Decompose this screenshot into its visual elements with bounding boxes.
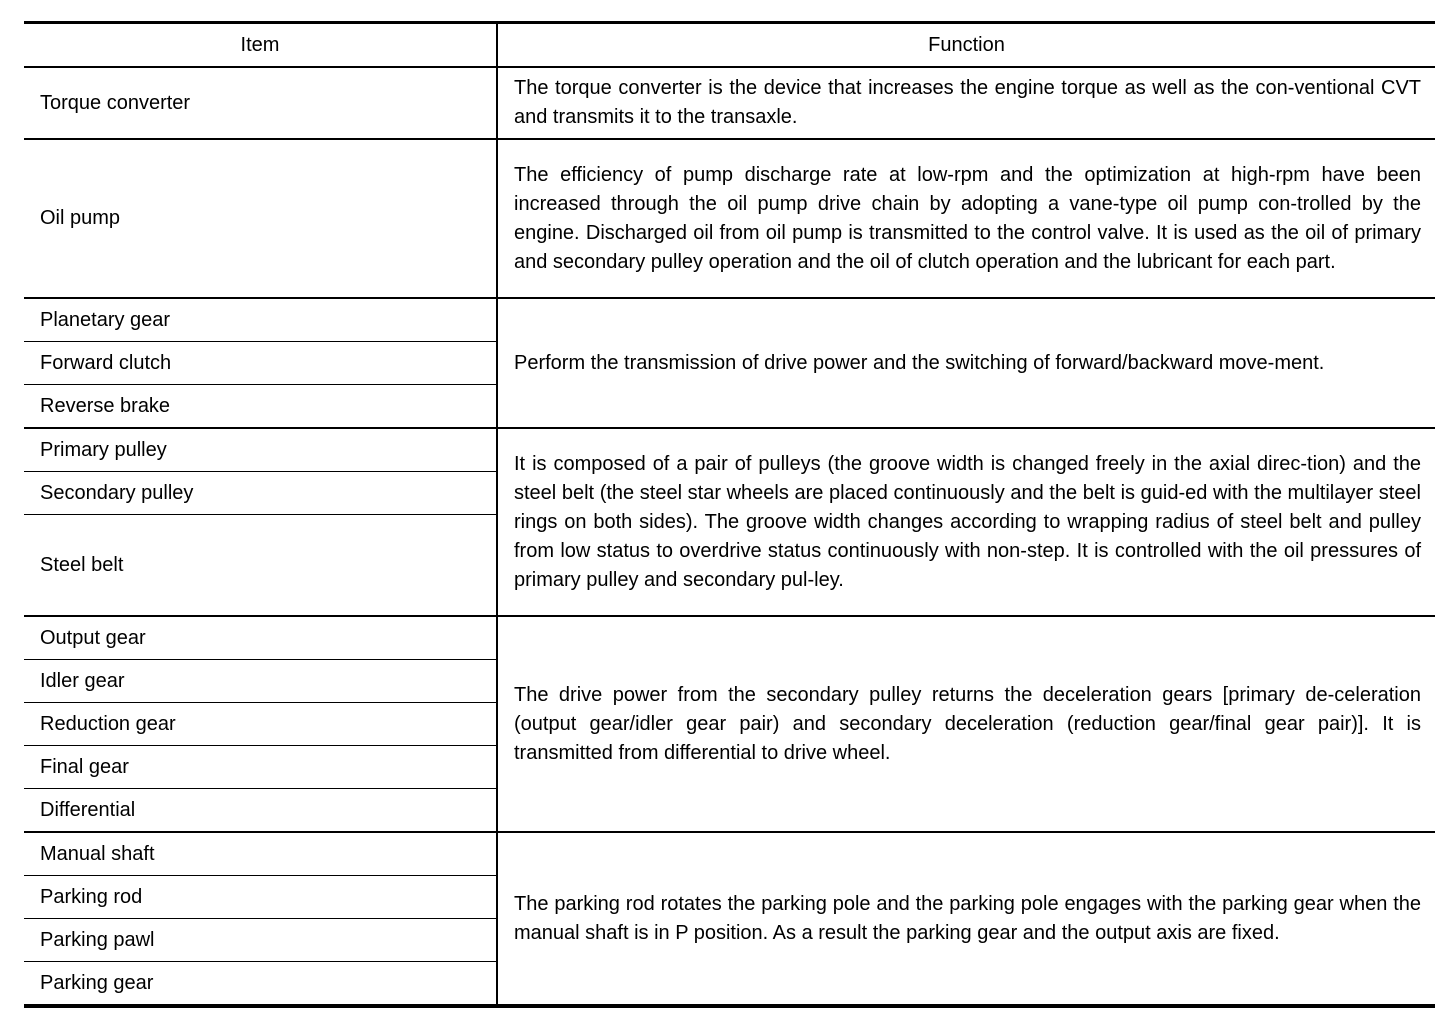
function-cell: It is composed of a pair of pulleys (the groove width is changed freely in the axial direc-tion) and the steel belt (the steel star wheels are placed continuously and the belt is guid-ed with the multilayer steel rings on both sides). The groove width changes according to wrapping radius of steel belt and pulley from low status to overdrive status continuously with non-step. It is controlled with the oil pressures of primary pulley and secondary pul-ley.: [497, 428, 1435, 616]
item-cell: Oil pump: [24, 139, 497, 298]
item-cell: Planetary gear: [24, 298, 497, 342]
item-cell: Torque converter: [24, 67, 497, 139]
item-cell: Primary pulley: [24, 428, 497, 472]
function-cell: The parking rod rotates the parking pole and the parking pole engages with the parking gear when the manual shaft is in P position. As a result the parking gear and the output axis are fixed.: [497, 832, 1435, 1006]
function-cell: The torque converter is the device that increases the engine torque as well as the con-ventional CVT and transmits it to the transaxle.: [497, 67, 1435, 139]
table-row: [24, 139, 1435, 298]
item-cell: Manual shaft: [24, 832, 497, 876]
item-cell: Forward clutch: [24, 342, 497, 385]
item-cell: Parking rod: [24, 876, 497, 919]
item-cell: Parking pawl: [24, 919, 497, 962]
function-cell: Perform the transmission of drive power and the switching of forward/backward move-ment.: [497, 298, 1435, 428]
item-cell: Reduction gear: [24, 703, 497, 746]
table-row: [24, 298, 1435, 342]
table-row: [24, 428, 1435, 472]
table-row: [24, 616, 1435, 660]
component-function-table: [24, 21, 1435, 1008]
header-item: Item: [24, 23, 497, 68]
function-cell: The efficiency of pump discharge rate at low-rpm and the optimization at high-rpm have been increased through the oil pump drive chain by adopting a vane-type oil pump con-trolled by the engine. Discharged oil from oil pump is transmitted to the control valve. It is used as the oil of primary and secondary pulley operation and the oil of clutch operation and the lubricant for each part.: [497, 139, 1435, 298]
item-cell: Secondary pulley: [24, 472, 497, 515]
item-cell: Parking gear: [24, 962, 497, 1007]
item-cell: Final gear: [24, 746, 497, 789]
header-row: [24, 23, 1435, 68]
item-cell: Output gear: [24, 616, 497, 660]
item-cell: Idler gear: [24, 660, 497, 703]
item-cell: Differential: [24, 789, 497, 833]
function-cell: The drive power from the secondary pulley returns the deceleration gears [primary de-celeration (output gear/idler gear pair) and secondary deceleration (reduction gear/final gear pair)]. It is transmitted from differential to drive wheel.: [497, 616, 1435, 832]
table-row: [24, 832, 1435, 876]
item-cell: Reverse brake: [24, 385, 497, 429]
item-cell: Steel belt: [24, 515, 497, 617]
table-row: [24, 67, 1435, 139]
header-function: Function: [497, 23, 1435, 68]
